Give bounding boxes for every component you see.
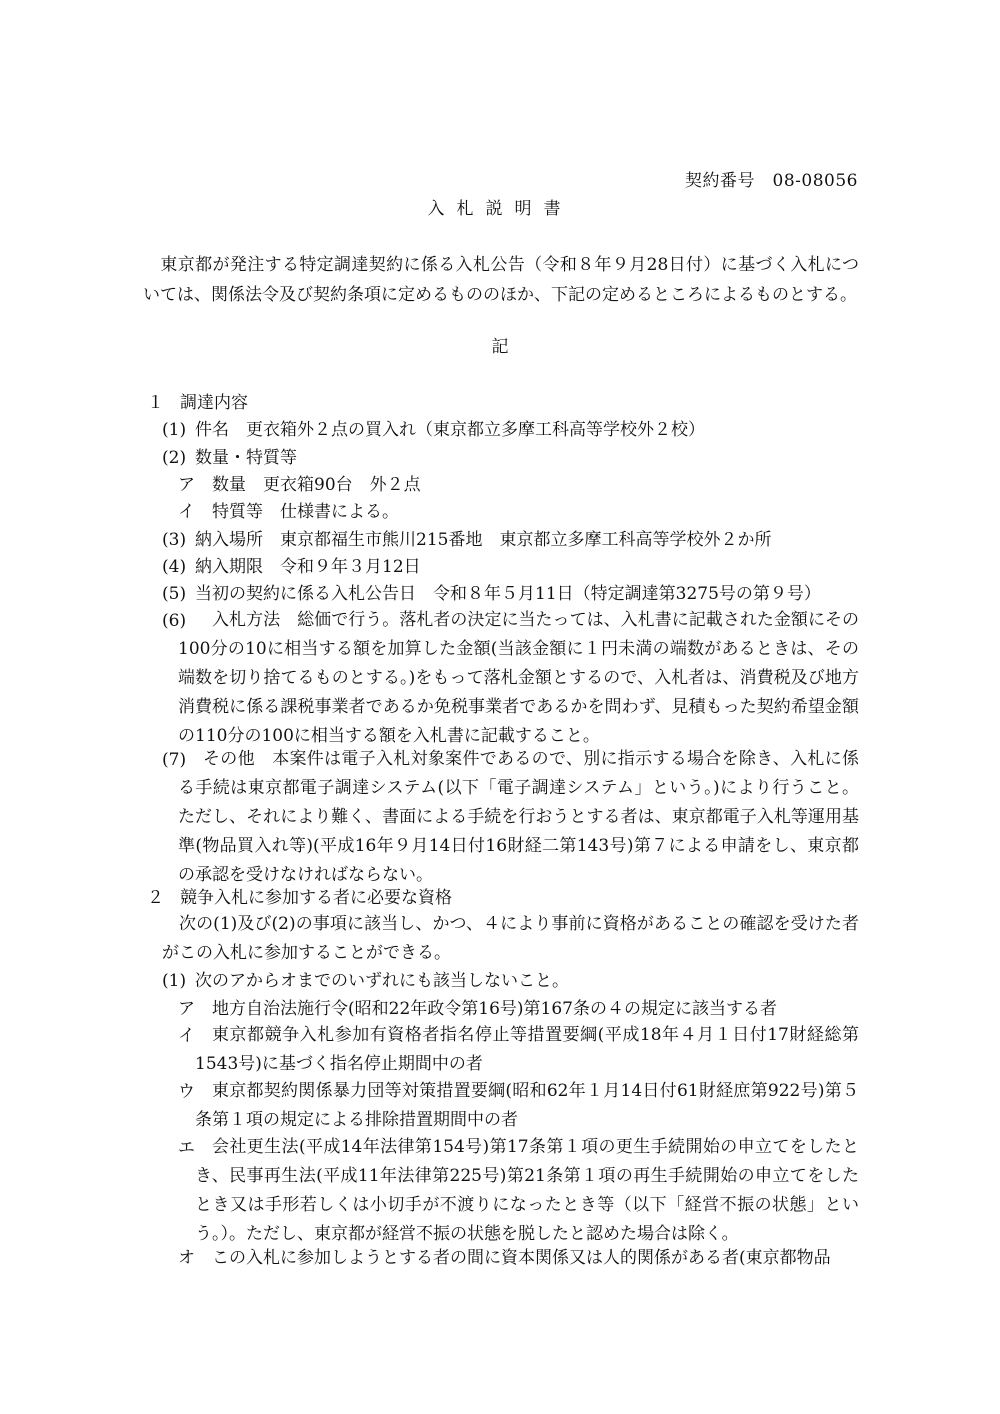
ki-heading: 記	[491, 337, 509, 357]
item2-u-text: 東京都契約関係暴力団等対策措置要綱(昭和62年１月14日付61財経庶第922号)第５条第１項の規定による排除措置期間中の者	[195, 1081, 859, 1130]
item2-o-text: この入札に参加しようとする者の間に資本関係又は人的関係がある者(東京都物品	[212, 1248, 831, 1268]
item2-a-text: 地方自治法施行令(昭和22年政令第16号)第167条の４の規定に該当する者	[212, 999, 777, 1019]
item2-a-mark: ア	[178, 999, 195, 1019]
item1-1-text: 件名 更衣箱外２点の買入れ（東京都立多摩工科高等学校外２校）	[195, 420, 705, 440]
item1-4-mark: (4)	[162, 557, 187, 577]
item2-i-mark: イ	[178, 1026, 195, 1046]
item1-5-mark: (5)	[162, 584, 187, 604]
item1-3-text: 納入場所 東京都福生市熊川215番地 東京都立多摩工科高等学校外２か所	[195, 530, 772, 550]
document-title: 入札説明書	[427, 199, 573, 219]
item2-e-mark: エ	[178, 1138, 195, 1158]
section2-heading: 競争入札に参加する者に必要な資格	[180, 888, 452, 908]
item1-7-text: その他 本案件は電子入札対象案件であるので、別に指示する場合を除き、入札に係る手続は東京都電子調達システム(以下「電子調達システム」という。)により行うこと。ただし、それにより難く、書面による手続を行おうとする者は、東京都電子入札等運用基準(物品買入れ等)(平成16年９月14日付16財経二第143号)第７による申請をし、東京都の承認を受けなければならない。	[178, 749, 859, 885]
item2-1-text: 次のアからオまでのいずれにも該当しないこと。	[195, 971, 569, 991]
item1-5-text: 当初の契約に係る入札公告日 令和８年５月11日（特定調達第3275号の第９号）	[195, 584, 821, 604]
item1-3-mark: (3)	[162, 530, 187, 550]
item1-1-mark: (1)	[162, 420, 187, 440]
item2-o-mark: オ	[178, 1248, 195, 1268]
item1-6-text: 入札方法 総価で行う。落札者の決定に当たっては、入札書に記載された金額にその100分の10に相当する額を加算した金額(当該金額に１円未満の端数があるときは、その端数を切り捨てるものとする。)をもって落札金額とするので、入札者は、消費税及び地方消費税に係る課税事業者であるか免税事業者であるかを問わず、見積もった契約希望金額の110分の100に相当する額を入札書に記載すること。	[178, 610, 859, 746]
item2-u-mark: ウ	[178, 1082, 195, 1102]
item1-2-mark: (2)	[162, 448, 187, 468]
section1-heading: 調達内容	[180, 393, 248, 413]
item1-7-mark: (7)	[162, 750, 187, 770]
item1-6-mark: (6)	[162, 611, 187, 631]
item1-2-a: ア 数量 更衣箱90台 外２点	[178, 475, 421, 495]
contract-number: 契約番号 08-08056	[685, 171, 858, 191]
intro-paragraph: 東京都が発注する特定調達契約に係る入札公告（令和８年９月28日付）に基づく入札については、関係法令及び契約条項に定めるもののほか、下記の定めるところによるものとする。	[143, 255, 859, 305]
section1-number: １	[147, 393, 164, 413]
item1-2-text: 数量・特質等	[195, 448, 297, 468]
item2-i-text: 東京都競争入札参加有資格者指名停止等措置要綱(平成18年４月１日付17財経総第1543号)に基づく指名停止期間中の者	[195, 1025, 859, 1074]
item1-2-i: イ 特質等 仕様書による。	[178, 502, 399, 522]
item2-1-mark: (1)	[162, 971, 187, 991]
item1-4-text: 納入期限 令和９年３月12日	[195, 557, 421, 577]
section2-intro: 次の(1)及び(2)の事項に該当し、かつ、４により事前に資格があることの確認を受けた者がこの入札に参加することができる。	[162, 914, 859, 963]
section2-number: ２	[147, 888, 164, 908]
item2-e-text: 会社更生法(平成14年法律第154号)第17条第１項の更生手続開始の申立てをしたとき、民事再生法(平成11年法律第225号)第21条第１項の再生手続開始の申立てをしたとき又は手形若しくは小切手が不渡りになったとき等（以下「経営不振の状態」という。）。ただし、東京都が経営不振の状態を脱したと認めた場合は除く。	[195, 1137, 859, 1244]
